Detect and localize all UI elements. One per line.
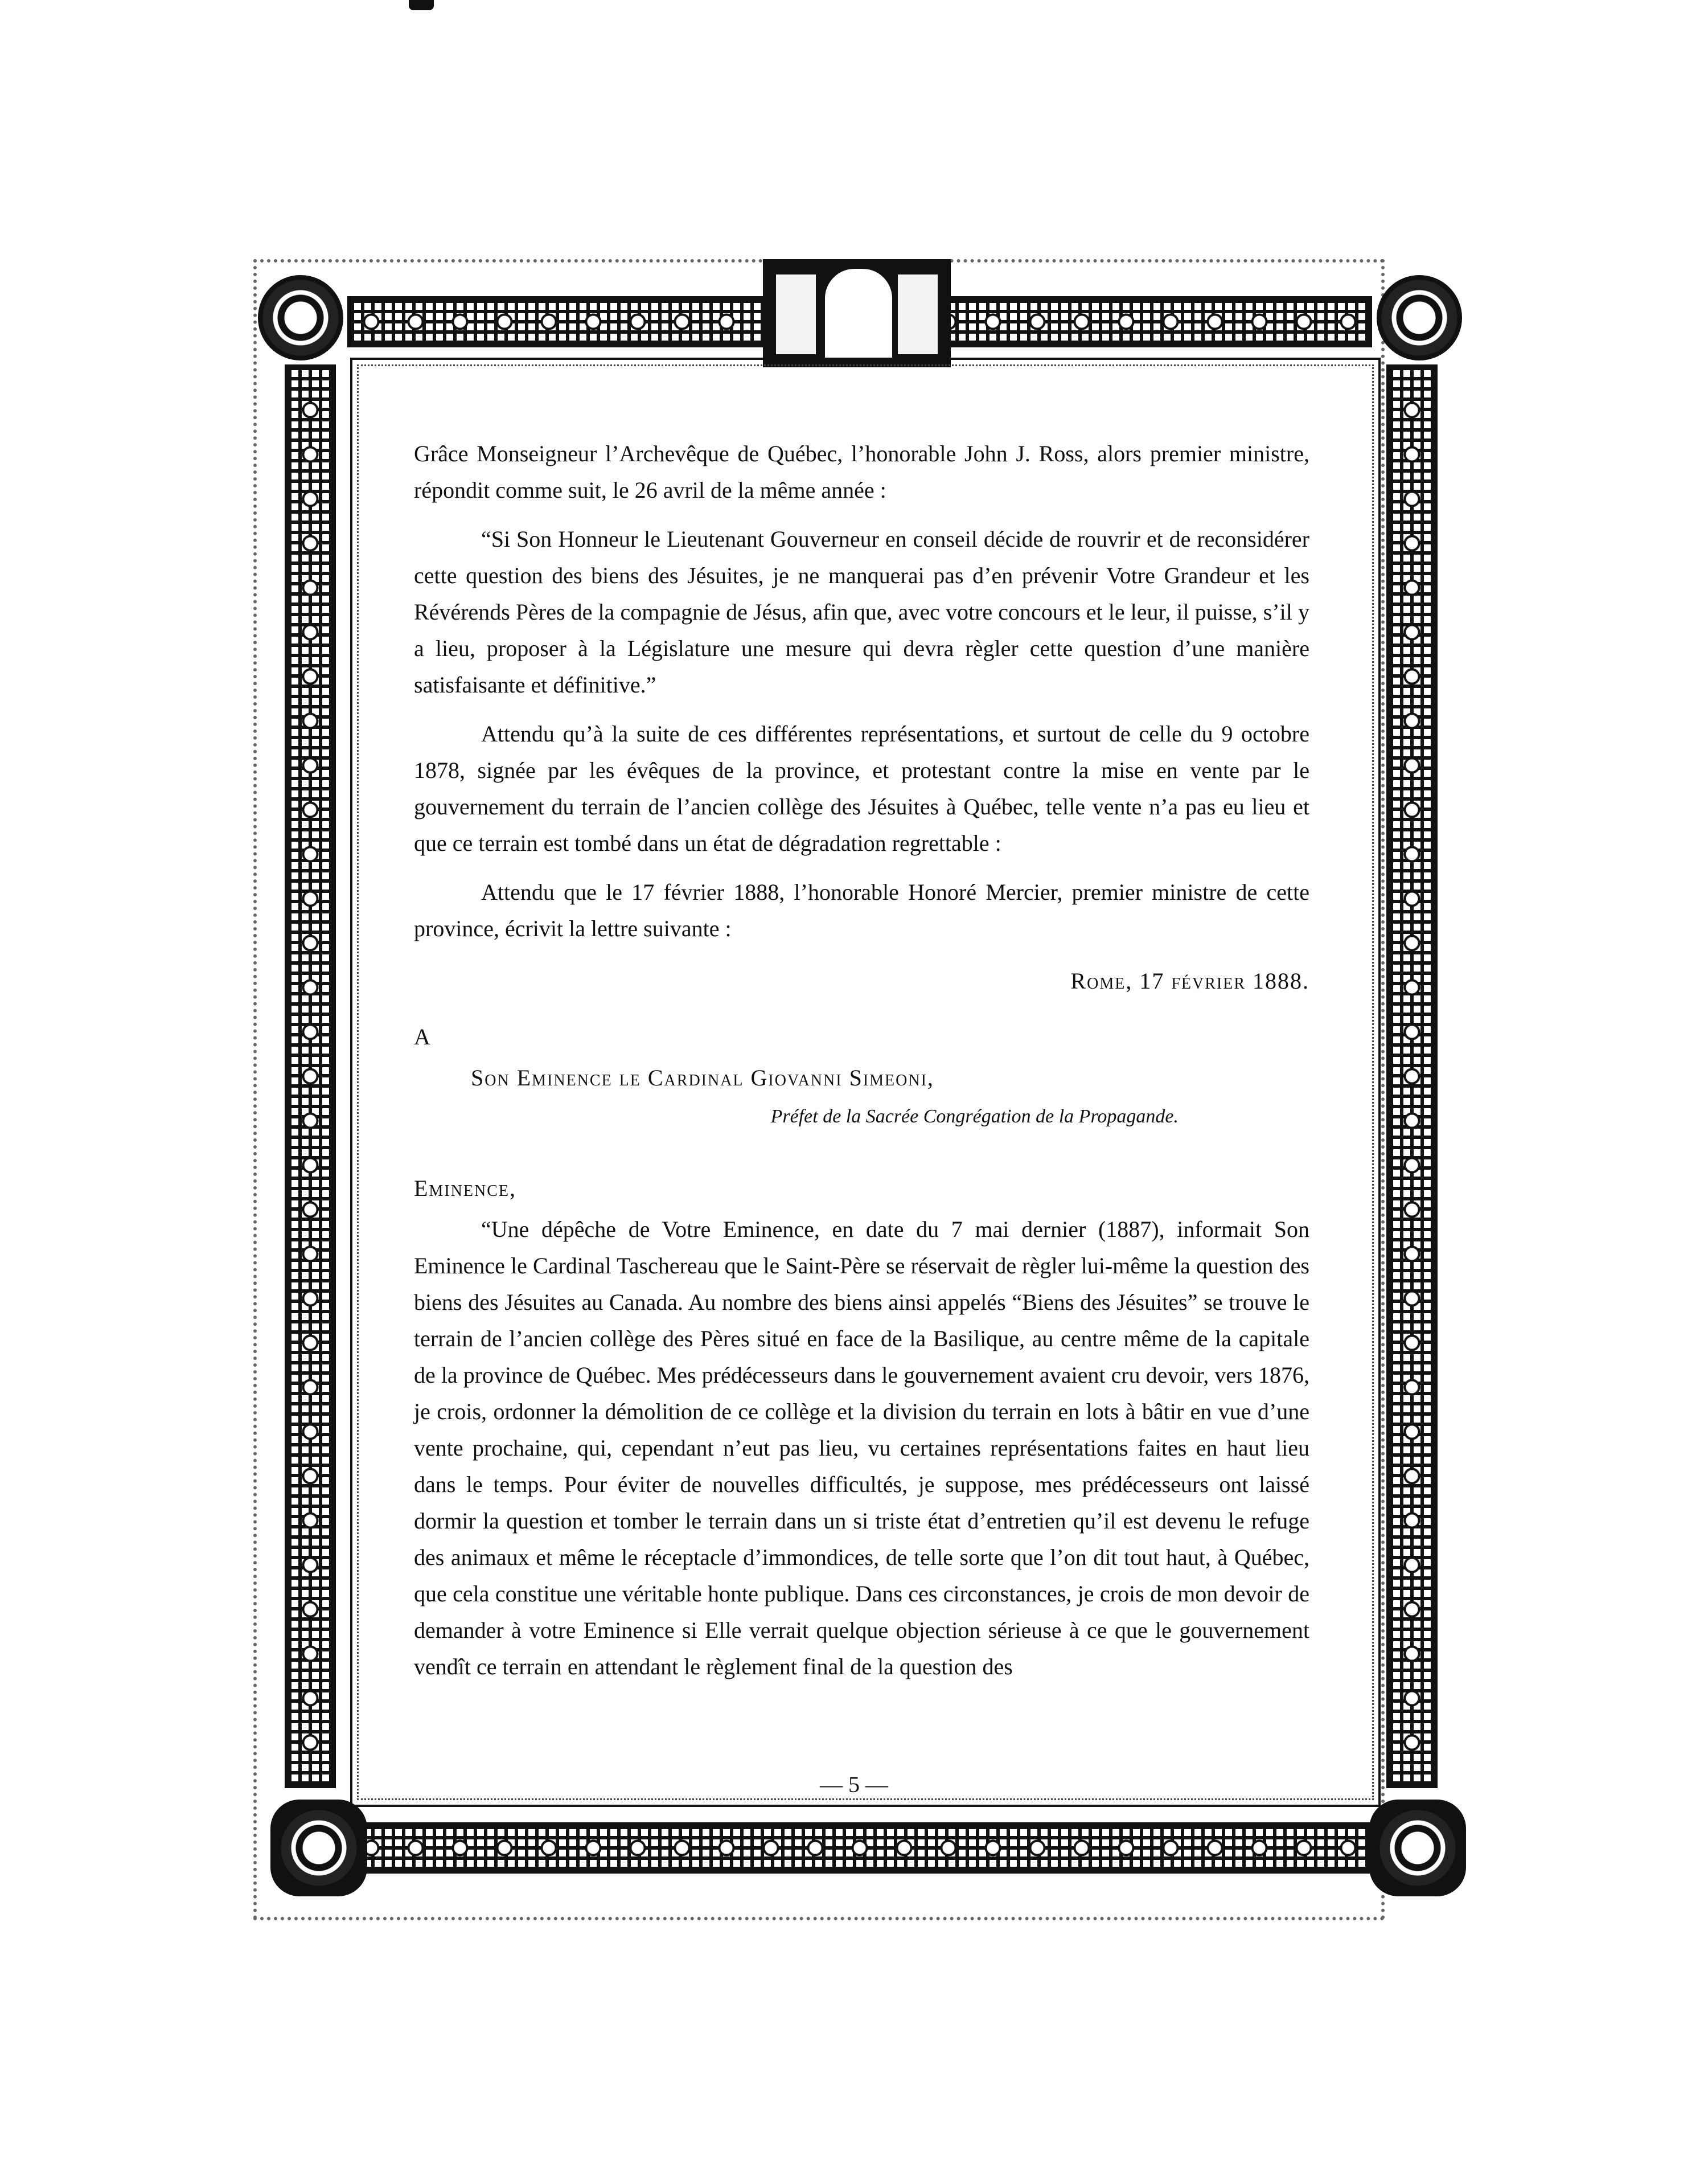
paragraph-4: Attendu que le 17 février 1888, l’honorable Honoré Mercier, premier ministre de cette province, écrivit la lettre suivante : xyxy=(414,879,1309,941)
paragraph-2-quote: “Si Son Honneur le Lieutenant Gouverneur en conseil décide de rouvrir et de reconsidérer cette question des biens des Jésuites, je ne manquerai pas d’en prévenir Votre Grandeur et les Révérends Pères de la compagnie de Jésus, afin que, avec votre concours et le leur, il puisse, s’il y a lieu, proposer à la Législature une mesure qui devra règler cette question d’une manière satisfaisante et définitive.” xyxy=(414,526,1309,698)
paragraph-3: Attendu qu’à la suite de ces différentes représentations, et surtout de celle du 9 octobre 1878, signée par les évêques de la province, et protestant contre la mise en vente par le gouvernement du terrain de l’ancien collège des Jésuites à Québec, telle vente n’a pas eu lieu et que ce terrain est tombé dans un état de dégradation regrettable : xyxy=(414,721,1309,856)
scan-artifact xyxy=(409,0,434,10)
madonna-panel xyxy=(823,267,894,362)
paragraph-1: Grâce Monseigneur l’Archevêque de Québec, l’honorable John J. Ross, alors premier ministre, répondit comme suit, le 26 avril de la même année : xyxy=(414,441,1309,503)
greek-key-band-bottom xyxy=(347,1822,1372,1874)
corner-medallion-top-right xyxy=(1377,275,1462,360)
madonna-vignette xyxy=(763,259,951,367)
greek-key-band-left xyxy=(285,364,336,1788)
letter-body: “Une dépêche de Votre Eminence, en date du 7 mai dernier (1887), informait Son Eminence le Cardinal Taschereau que le Saint-Père se réservait de règler lui-même la question des biens des Jésuites au Canada. Au nombre des biens ainsi appelés “Biens des Jésuites” se trouve le terrain de l’ancien collège des Pères situé en face de la Basilique, au centre même de la capitale de la province de Québec. Mes prédécesseurs dans le gouvernement avaient cru devoir, vers 1876, je crois, ordonner la démolition de ce collège et la division du terrain en lots à bâtir en vue d’une vente prochaine, qui, cependant n’eut pas lieu, vu certaines représentations faites en haut lieu dans le temps. Pour éviter de nouvelles difficultés, je suppose, mes prédécesseurs ont laissé dormir la question et tomber le terrain dans un si triste état d’entretien qu’il est devenu le refuge des animaux et même le réceptacle d’immondices, de telle sorte que l’on dit tout haut, à Québec, que cela constitue une véritable honte publique. Dans ces circonstances, je crois de mon devoir de demander à votre Eminence si Elle verrait quelque objection sérieuse à ce que le gouvernement vendît ce terrain en attendant le règlement final de la question des xyxy=(414,1216,1309,1679)
greek-key-band-right xyxy=(1386,364,1438,1788)
letter-date: Rome, 17 février 1888. xyxy=(1070,968,1309,994)
page-body xyxy=(414,436,1309,1698)
addressee-title: Préfet de la Sacrée Congrégation de la Propagande. xyxy=(770,1106,1179,1127)
addressee-name: Son Eminence le Cardinal Giovanni Simeoni, xyxy=(471,1065,934,1091)
page-number: — 5 — xyxy=(820,1772,888,1797)
corner-medallion-top-left xyxy=(258,275,343,360)
cherub-panel-left xyxy=(774,273,818,356)
cherub-panel-right xyxy=(896,273,939,356)
corner-ornament-bottom-right xyxy=(1369,1800,1466,1896)
corner-ornament-bottom-left xyxy=(270,1800,367,1896)
salutation: Eminence, xyxy=(414,1175,516,1201)
address-prefix: A xyxy=(414,1024,430,1050)
